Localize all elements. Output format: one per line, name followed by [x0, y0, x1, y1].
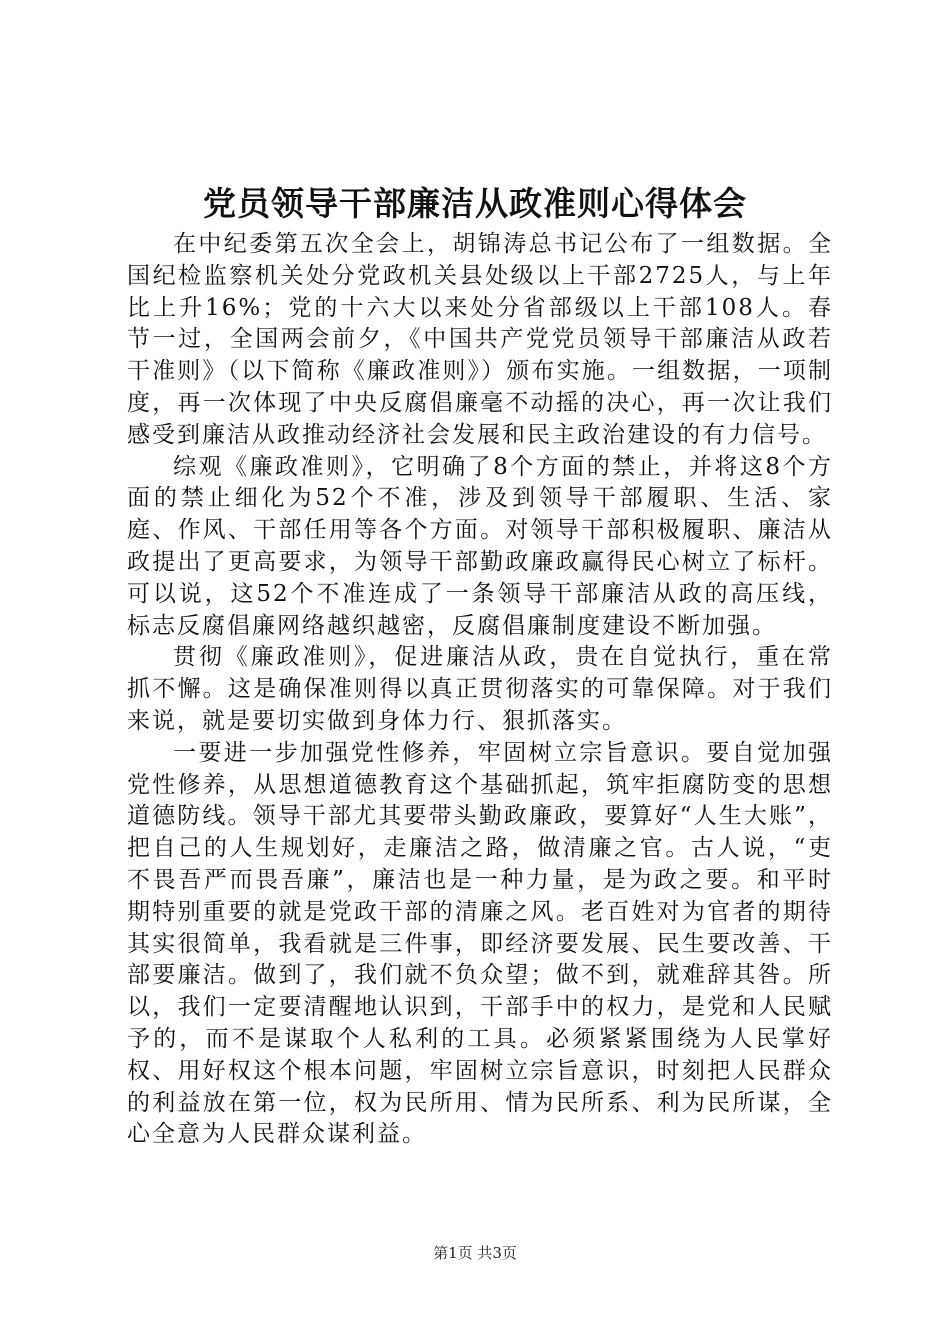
- paragraph-1: 在中纪委第五次全会上，胡锦涛总书记公布了一组数据。全国纪检监察机关处分党政机关县处级以上干部2725人，与上年比上升16%；党的十六大以来处分省部级以上干部108人。春节一过，全国两会前夕，《中国共产党党员领导干部廉洁从政若干准则》（以下简称《廉政准则》）颁布实施。一组数据，一项制度，再一次体现了中央反腐倡廉毫不动摇的决心，再一次让我们感受到廉洁从政推动经济社会发展和民主政治建设的有力信号。: [127, 231, 833, 448]
- paragraph-4: 一要进一步加强党性修养，牢固树立宗旨意识。要自觉加强党性修养，从思想道德教育这个基础抓起，筑牢拒腐防变的思想道德防线。领导干部尤其要带头勤政廉政，要算好“人生大账”，把自己的人生规划好，走廉洁之路，做清廉之官。古人说，“吏不畏吾严而畏吾廉”，廉洁也是一种力量，是为政之要。和平时期特别重要的就是党政干部的清廉之风。老百姓对为官者的期待其实很简单，我看就是三件事，即经济要发展、民生要改善、干部要廉洁。做到了，我们就不负众望；做不到，就难辞其咎。所以，我们一定要清醒地认识到，干部手中的权力，是党和人民赋予的，而不是谋取个人私利的工具。必须紧紧围绕为人民掌好权、用好权这个根本问题，牢固树立宗旨意识，时刻把人民群众的利益放在第一位，权为民所用、情为民所系、利为民所谋，全心全意为人民群众谋利益。: [127, 739, 833, 1148]
- paragraph-3: 贯彻《廉政准则》，促进廉洁从政，贵在自觉执行，重在常抓不懈。这是确保准则得以真正贯彻落实的可靠保障。对于我们来说，就是要切实做到身体力行、狠抓落实。: [127, 644, 833, 734]
- page-footer: 第1页 共3页: [433, 1244, 517, 1262]
- document-body: [127, 229, 833, 1151]
- document-title: 党员领导干部廉洁从政准则心得体会: [203, 184, 747, 223]
- paragraph-2: 综观《廉政准则》，它明确了8个方面的禁止，并将这8个方面的禁止细化为52个不准，涉及到领导干部履职、生活、家庭、作风、干部任用等各个方面。对领导干部积极履职、廉洁从政提出了更高要求，为领导干部勤政廉政赢得民心树立了标杆。可以说，这52个不准连成了一条领导干部廉洁从政的高压线，标志反腐倡廉网络越织越密，反腐倡廉制度建设不断加强。: [127, 453, 833, 639]
